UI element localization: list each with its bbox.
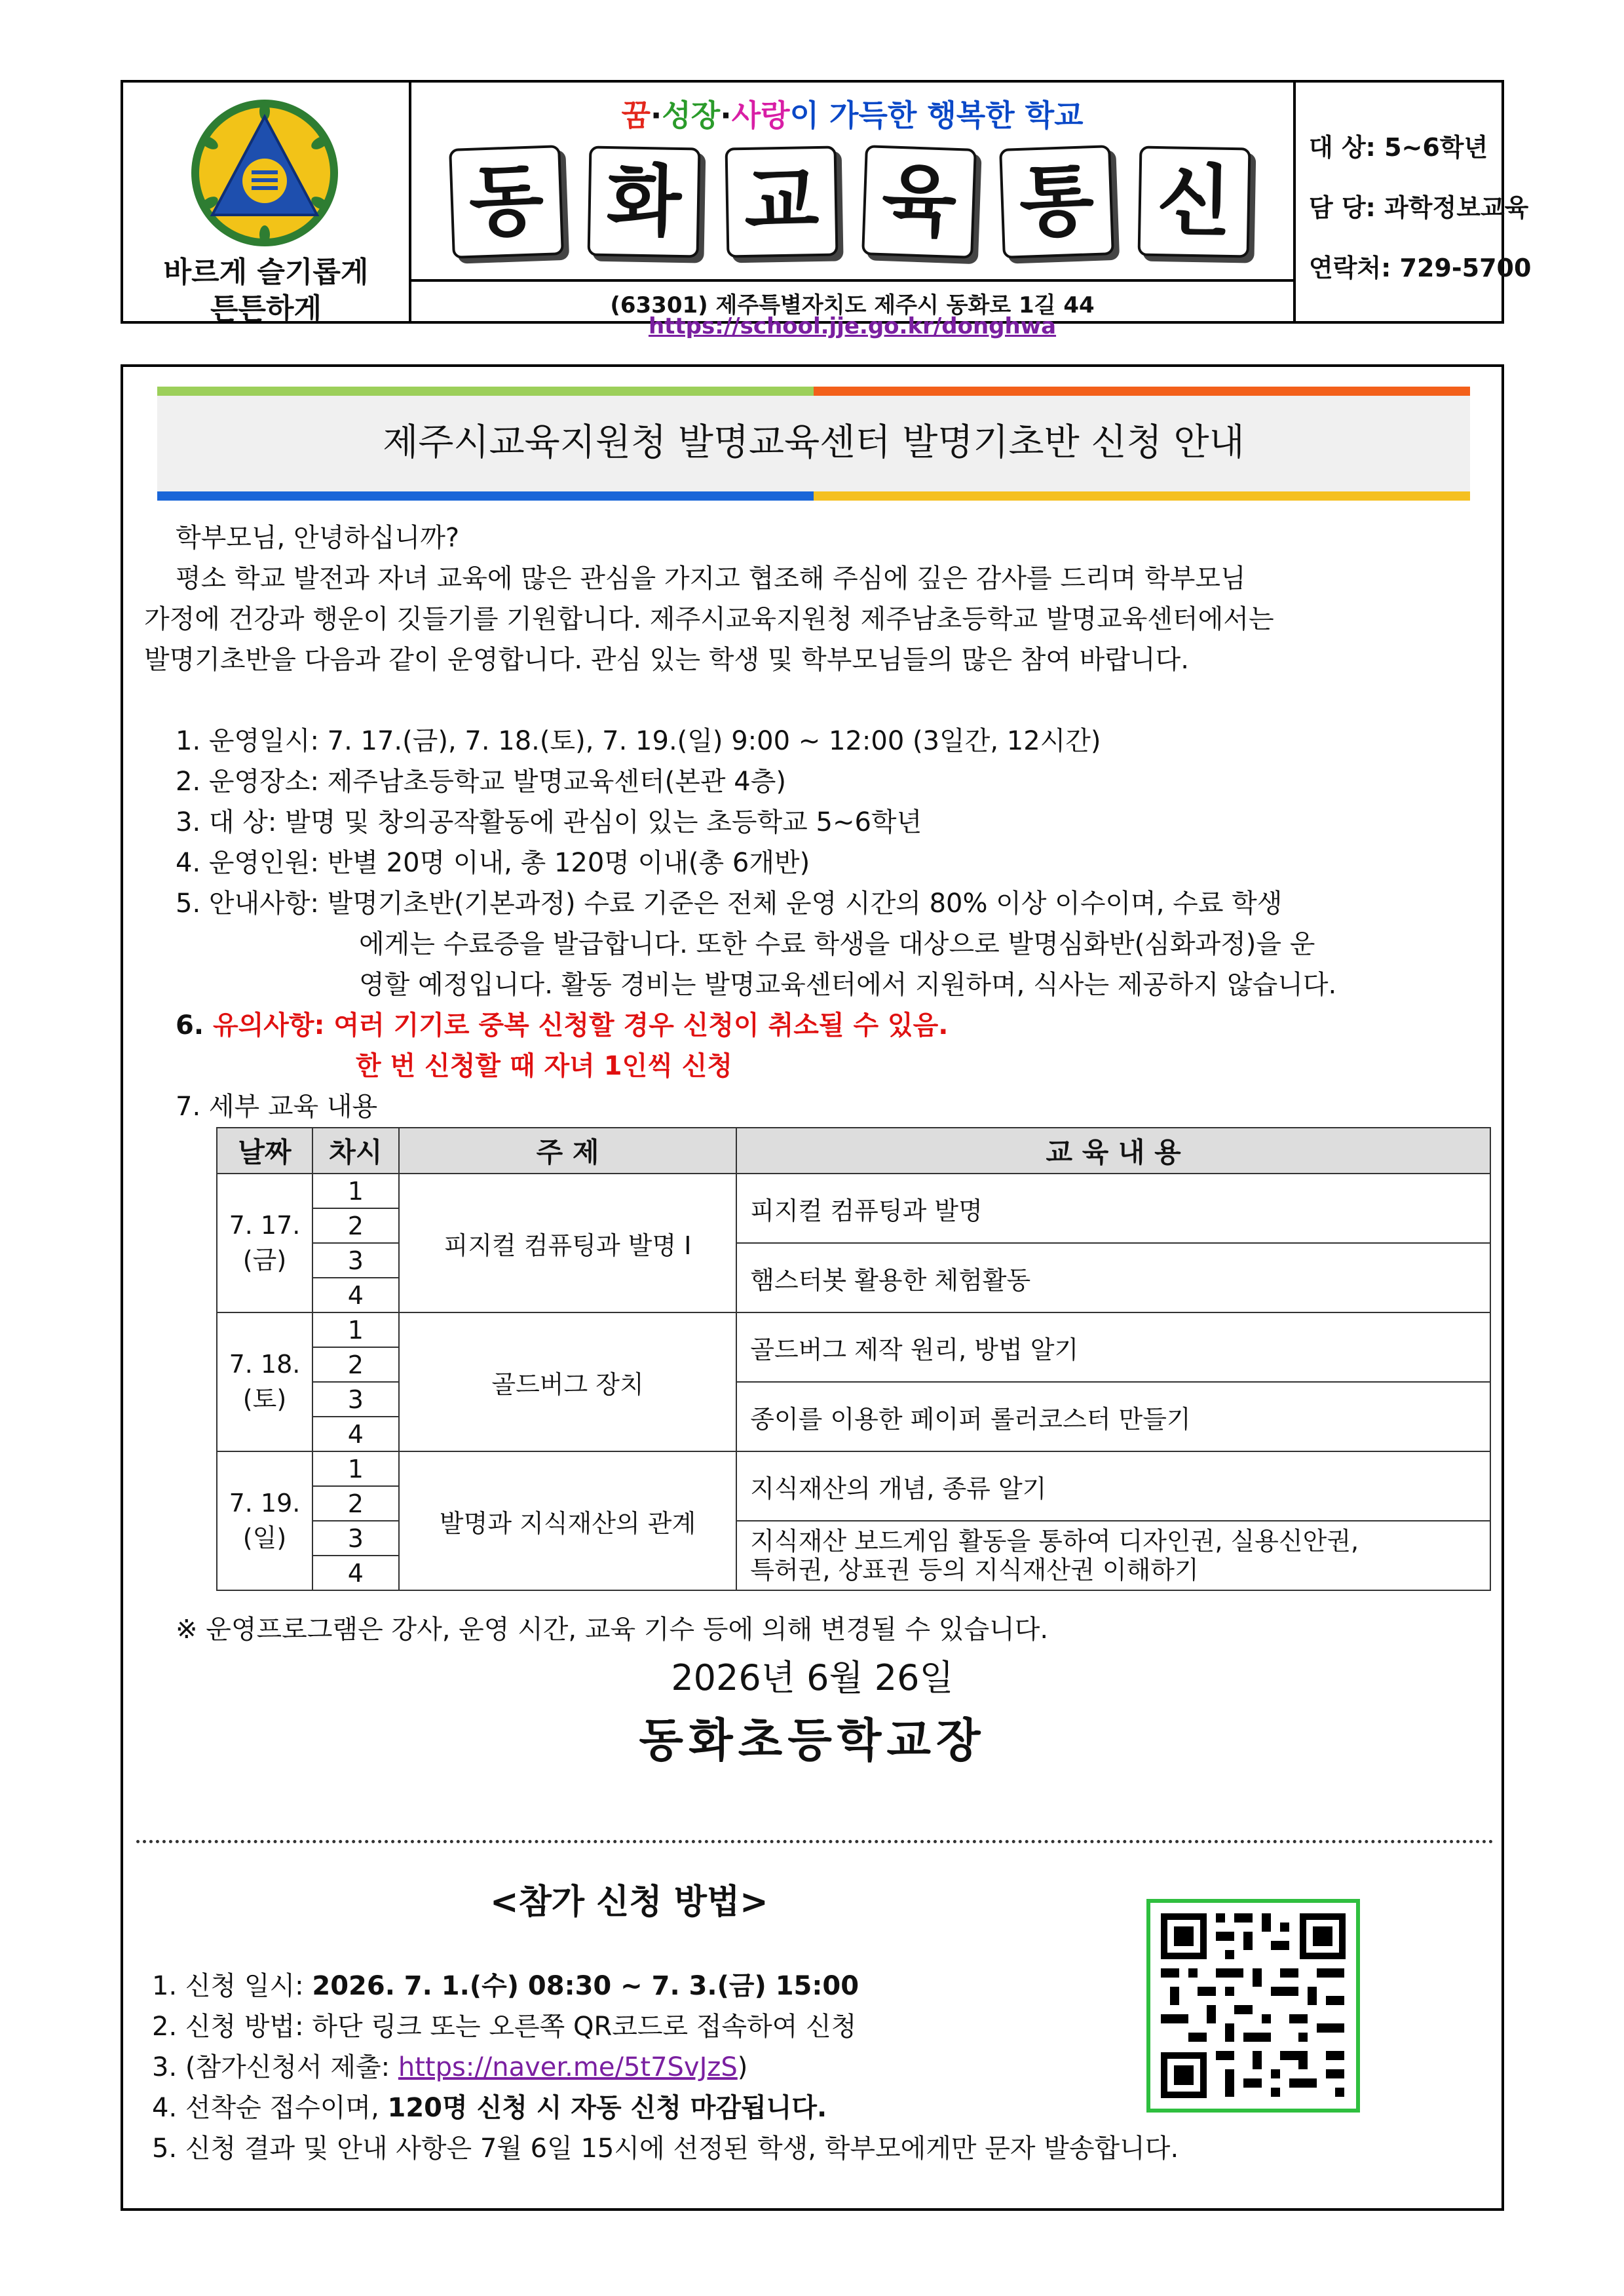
notice-title-band xyxy=(157,387,1470,501)
content-cell: 햄스터봇 활용한 체험활동 xyxy=(736,1243,1490,1312)
topic-cell: 발명과 지식재산의 관계 xyxy=(399,1451,736,1590)
header-topic: 주 제 xyxy=(399,1128,736,1174)
notice-body xyxy=(121,364,1504,2211)
slogan-dot: · xyxy=(650,98,662,133)
contact-info-panel xyxy=(1296,83,1532,321)
date-cell xyxy=(217,1451,312,1590)
info-item: 3. 대 상: 발명 및 창의공작활동에 관심이 있는 초등학교 5~6학년 xyxy=(176,807,922,837)
apply-line xyxy=(152,2088,827,2128)
title-bar-bottom-right xyxy=(814,491,1470,501)
topic-cell: 골드버그 장치 xyxy=(399,1312,736,1451)
schedule-table xyxy=(216,1127,1491,1591)
info-item: 5. 안내사항: 발명기초반(기본과정) 수료 기준은 전체 운영 시간의 80% 이상 이수이며, 수료 학생 xyxy=(176,889,1283,919)
apply-label: 3. (참가신청서 제출: xyxy=(152,2052,398,2082)
content-cell: 지식재산의 개념, 종류 알기 xyxy=(736,1451,1490,1521)
session-cell: 4 xyxy=(312,1278,399,1312)
date-text: 7. 18. xyxy=(229,1349,301,1379)
issue-date: 2026년 6월 26일 xyxy=(671,1657,954,1698)
caution-text: 유의사항: 여러 기기로 중복 신청할 경우 신청이 취소될 수 있음. xyxy=(212,1010,949,1041)
school-emblem-panel xyxy=(123,83,411,326)
masthead-title-tiles xyxy=(451,135,1256,266)
apply-label: 4. 선착순 접수이며, xyxy=(152,2093,388,2123)
slogan-word-love: 사랑 xyxy=(731,98,790,133)
target-grade: 대 상: 5~6학년 xyxy=(1309,133,1488,162)
slogan-dot: · xyxy=(720,98,732,133)
manager-dept: 담 당: 과학정보교육 xyxy=(1309,193,1529,222)
school-website-link[interactable]: https://school.jje.go.kr/donghwa xyxy=(648,313,1057,339)
date-cell xyxy=(217,1174,312,1312)
intro-line: 평소 학교 발전과 자녀 교육에 많은 관심을 가지고 협조해 주심에 깊은 감사를 드리며 학부모님 xyxy=(176,564,1246,594)
intro-line: 가정에 건강과 행운이 깃들기를 기원합니다. 제주시교육지원청 제주남초등학교 발명교육센터에서는 xyxy=(144,604,1274,634)
motto-line-2: 튼튼하게 xyxy=(210,292,322,326)
apply-period: 2026. 7. 1.(수) 08:30 ~ 7. 3.(금) 15:00 xyxy=(312,1971,859,2001)
weekday-text: (일) xyxy=(242,1523,287,1552)
session-cell: 1 xyxy=(312,1451,399,1486)
session-cell: 2 xyxy=(312,1347,399,1382)
session-cell: 3 xyxy=(312,1243,399,1278)
greeting: 학부모님, 안녕하십니까? xyxy=(176,523,460,553)
content-cell: 피지컬 컴퓨팅과 발명 xyxy=(736,1174,1490,1243)
session-cell: 4 xyxy=(312,1556,399,1590)
info-item: 2. 운영장소: 제주남초등학교 발명교육센터(본관 4층) xyxy=(176,767,786,797)
address-divider xyxy=(411,279,1293,282)
title-tile: 육 xyxy=(861,145,977,259)
info-item: 1. 운영일시: 7. 17.(금), 7. 18.(토), 7. 19.(일) 9:00 ~ 12:00 (3일간, 12시간) xyxy=(176,726,1101,756)
caution-item-continued: 한 번 신청할 때 자녀 1인씩 신청 xyxy=(356,1051,733,1081)
info-item-continued: 에게는 수료증을 발급합니다. 또한 수료 학생을 대상으로 발명심화반(심화과정)을 운 xyxy=(359,929,1315,959)
title-bar-bottom-left xyxy=(157,491,814,501)
date-text: 7. 19. xyxy=(229,1488,301,1518)
content-cell: 종이를 이용한 페이퍼 롤러코스터 만들기 xyxy=(736,1382,1490,1451)
table-row xyxy=(217,1174,1490,1208)
detail-heading: 7. 세부 교육 내용 xyxy=(176,1092,378,1122)
school-address: (63301) 제주특별자치도 제주시 동화로 1길 44 xyxy=(610,292,1095,318)
school-emblem-icon xyxy=(189,97,341,249)
header-date: 날짜 xyxy=(217,1128,312,1174)
table-row xyxy=(217,1312,1490,1347)
content-cell: 골드버그 제작 원리, 방법 알기 xyxy=(736,1312,1490,1382)
session-cell: 1 xyxy=(312,1312,399,1347)
title-tile: 화 xyxy=(588,146,701,258)
apply-line xyxy=(152,1966,859,2006)
weekday-text: (금) xyxy=(242,1245,287,1274)
session-cell: 3 xyxy=(312,1382,399,1417)
info-item: 4. 운영인원: 반별 20명 이내, 총 120명 이내(총 6개반) xyxy=(176,848,810,878)
session-cell: 2 xyxy=(312,1208,399,1243)
school-slogan xyxy=(411,92,1293,135)
content-line: 지식재산 보드게임 활동을 통하여 디자인권, 실용신안권, xyxy=(750,1527,1359,1556)
session-cell: 2 xyxy=(312,1486,399,1521)
title-tile: 교 xyxy=(725,146,839,258)
caution-item xyxy=(176,1005,949,1046)
topic-cell: 피지컬 컴퓨팅과 발명 I xyxy=(399,1174,736,1312)
motto-line-1: 바르게 슬기롭게 xyxy=(163,256,369,289)
apply-line xyxy=(152,2047,747,2088)
header-content: 교 육 내 용 xyxy=(736,1128,1490,1174)
apply-line: 5. 신청 결과 및 안내 사항은 7월 6일 15시에 선정된 학생, 학부모에게만 문자 발송합니다. xyxy=(152,2133,1179,2164)
content-cell xyxy=(736,1521,1490,1590)
slogan-word-dream: 꿈 xyxy=(621,98,651,133)
title-tile: 동 xyxy=(449,145,564,259)
apply-line: 2. 신청 방법: 하단 링크 또는 오른쪽 QR코드로 접속하여 신청 xyxy=(152,2012,857,2042)
date-text: 7. 17. xyxy=(229,1210,301,1240)
principal-signature: 동화초등학교장 xyxy=(639,1713,986,1767)
content-line: 특허권, 상표권 등의 지식재산권 이해하기 xyxy=(750,1556,1199,1584)
slogan-word-growth: 성장 xyxy=(662,98,721,133)
session-cell: 1 xyxy=(312,1174,399,1208)
notice-title: 제주시교육지원청 발명교육센터 발명기초반 신청 안내 xyxy=(383,421,1245,464)
header-session: 차시 xyxy=(312,1128,399,1174)
qr-code-icon xyxy=(1150,1903,1356,2109)
newsletter-masthead xyxy=(411,83,1296,339)
newsletter-header xyxy=(121,80,1532,339)
title-bar-top-left xyxy=(157,387,814,396)
qr-code[interactable] xyxy=(1146,1899,1360,2113)
slogan-rest: 이 가득한 행복한 학교 xyxy=(789,98,1084,133)
intro-line: 발명기초반을 다음과 같이 운영합니다. 관심 있는 학생 및 학부모님들의 많은 참여 바랍니다. xyxy=(144,645,1189,675)
caution-number: 6. xyxy=(176,1010,204,1041)
table-row xyxy=(217,1451,1490,1486)
title-bar-top-right xyxy=(814,387,1470,396)
apply-label: 1. 신청 일시: xyxy=(152,1971,312,2001)
title-tile: 통 xyxy=(999,145,1114,259)
weekday-text: (토) xyxy=(242,1384,287,1413)
schedule-note: ※ 운영프로그램은 강사, 운영 시간, 교육 기수 등에 의해 변경될 수 있습니다. xyxy=(176,1615,1049,1645)
apply-deadline-note: 120명 신청 시 자동 신청 마감됩니다. xyxy=(387,2093,827,2123)
apply-section-title: <참가 신청 방법> xyxy=(490,1883,768,1922)
title-tile: 신 xyxy=(1138,146,1251,258)
school-motto xyxy=(123,254,409,328)
session-cell: 3 xyxy=(312,1521,399,1556)
section-divider xyxy=(136,1840,1494,1843)
date-cell xyxy=(217,1312,312,1451)
contact-phone: 연락처: 729-5700 xyxy=(1309,254,1532,282)
session-cell: 4 xyxy=(312,1417,399,1451)
table-header-row xyxy=(217,1128,1490,1174)
application-form-link[interactable]: https://naver.me/5t7SvJzS xyxy=(398,2052,738,2082)
info-item-continued: 영할 예정입니다. 활동 경비는 발명교육센터에서 지원하며, 식사는 제공하지 않습니다. xyxy=(359,970,1337,1000)
apply-label: ) xyxy=(737,2052,748,2082)
